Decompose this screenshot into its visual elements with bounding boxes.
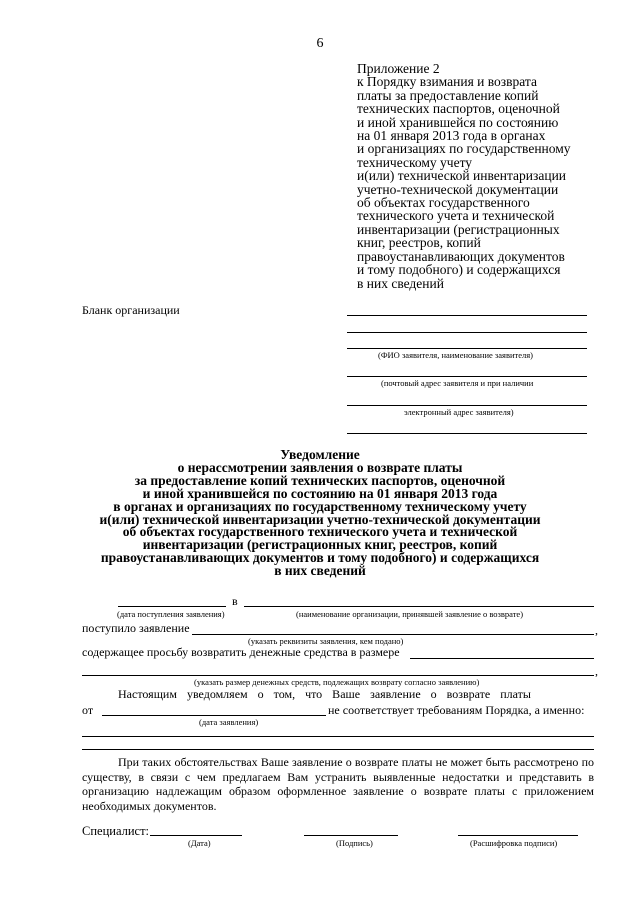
org-name-line[interactable] [244,606,594,607]
appendix-header [357,62,627,290]
email-hint: электронный адрес заявителя) [404,407,514,417]
appendix-line: и иной хранившейся по состоянию [357,114,559,130]
received-comma: , [595,623,598,637]
appendix-line: и тому подобного) и содержащихся [357,262,561,278]
appendix-line: платы за предоставление копий [357,87,539,103]
signature-line[interactable] [304,835,398,836]
transcript-line[interactable] [458,835,578,836]
deficiency-line[interactable] [82,736,594,737]
applicant-line[interactable] [347,376,587,377]
org-name-hint: (наименование организации, принявшей заявление о возврате) [296,609,524,619]
title-line: в органах и организациях по государственному техническому учету [113,498,527,514]
appendix-line: и(или) технической инвентаризации [357,168,567,184]
in-word: в [232,594,238,608]
transcript-hint: (Расшифровка подписи) [470,838,558,848]
amount-comma: , [595,664,598,678]
applicant-line[interactable] [347,405,587,406]
title-line: об объектах государственного технического учета и технической [122,524,518,540]
received-details-line[interactable] [192,634,594,635]
amount-line[interactable] [410,658,594,659]
application-date-hint: (дата заявления) [199,717,259,727]
deficiency-line[interactable] [82,749,594,750]
appendix-line: на 01 января 2013 года в органах [357,128,546,144]
title-line: в них сведений [274,563,366,579]
applicant-line[interactable] [347,315,587,316]
title-line: Уведомление [280,447,360,462]
title-line: и иной хранившейся по состоянию на 01 января 2013 года [142,485,498,501]
letterhead-label: Бланк организации [82,303,180,317]
signature-hint: (Подпись) [336,838,373,848]
appendix-line: правоустанавливающих документов [357,248,565,264]
page-number: 6 [316,36,324,51]
fio-hint: (ФИО заявителя, наименование заявителя) [378,350,534,360]
title-line: инвентаризации (регистрационных книг, реестров, копий [142,537,498,553]
document-title [40,449,600,578]
applicant-line[interactable] [347,433,587,434]
request-label: содержащее просьбу возвратить денежные средства в размере [82,645,400,659]
date-hint: (Дата) [188,838,211,848]
appendix-line: технического учета и технической [357,208,555,224]
date-received-hint: (дата поступления заявления) [117,609,225,619]
appendix-line: к Порядку взимания и возврата [357,74,537,90]
appendix-line: и организациях по государственному [357,141,571,157]
amount-hint: (указать размер денежных средств, подлежащих возврату согласно заявлению) [194,677,480,687]
date-received-line[interactable] [118,606,226,607]
date-line[interactable] [150,835,242,836]
appendix-line: в них сведений [357,275,444,291]
appendix-line: Приложение 2 [357,61,440,76]
appendix-line: инвентаризации (регистрационных [357,221,560,237]
appendix-line: учетно-технической документации [357,181,559,197]
appendix-line: об объектах государственного [357,195,530,211]
from-label: от [82,703,94,717]
application-date-line[interactable] [102,715,326,716]
title-line: правоустанавливающих документов и тому подобного) и содержащихся [100,550,540,566]
appendix-line: книг, реестров, копий [357,235,481,251]
title-line: и(или) технической инвентаризации учетно-технической документации [99,511,541,527]
postal-hint: (почтовый адрес заявителя и при наличии [381,378,534,388]
title-line: о нерассмотрении заявления о возврате платы [177,459,463,475]
appendix-line: технических паспортов, оценочной [357,101,560,117]
appendix-line: техническому учету [357,154,473,170]
amount-line-2[interactable] [82,675,594,676]
title-line: за предоставление копий технических паспортов, оценочной [134,472,506,488]
notify-line: Настоящим уведомляем о том, что Ваше заявление о возврате платы [118,687,531,701]
details-hint: (указать реквизиты заявления, кем подано) [248,636,404,646]
received-label: поступило заявление [82,621,190,635]
applicant-line[interactable] [347,348,587,349]
closing-paragraph: При таких обстоятельствах Ваше заявление о возврате платы не может быть рассмотрено по существу, в связи с чем предлагаем Вам устранить выявленные недостатки и представить в организацию надлежащим образом оформленное заявление о возврате платы с приложением необходимых документов. [82,755,594,813]
specialist-label: Специалист: [82,824,150,838]
applicant-line[interactable] [347,332,587,333]
not-comply-text: не соответствует требованиям Порядка, а именно: [328,703,585,717]
